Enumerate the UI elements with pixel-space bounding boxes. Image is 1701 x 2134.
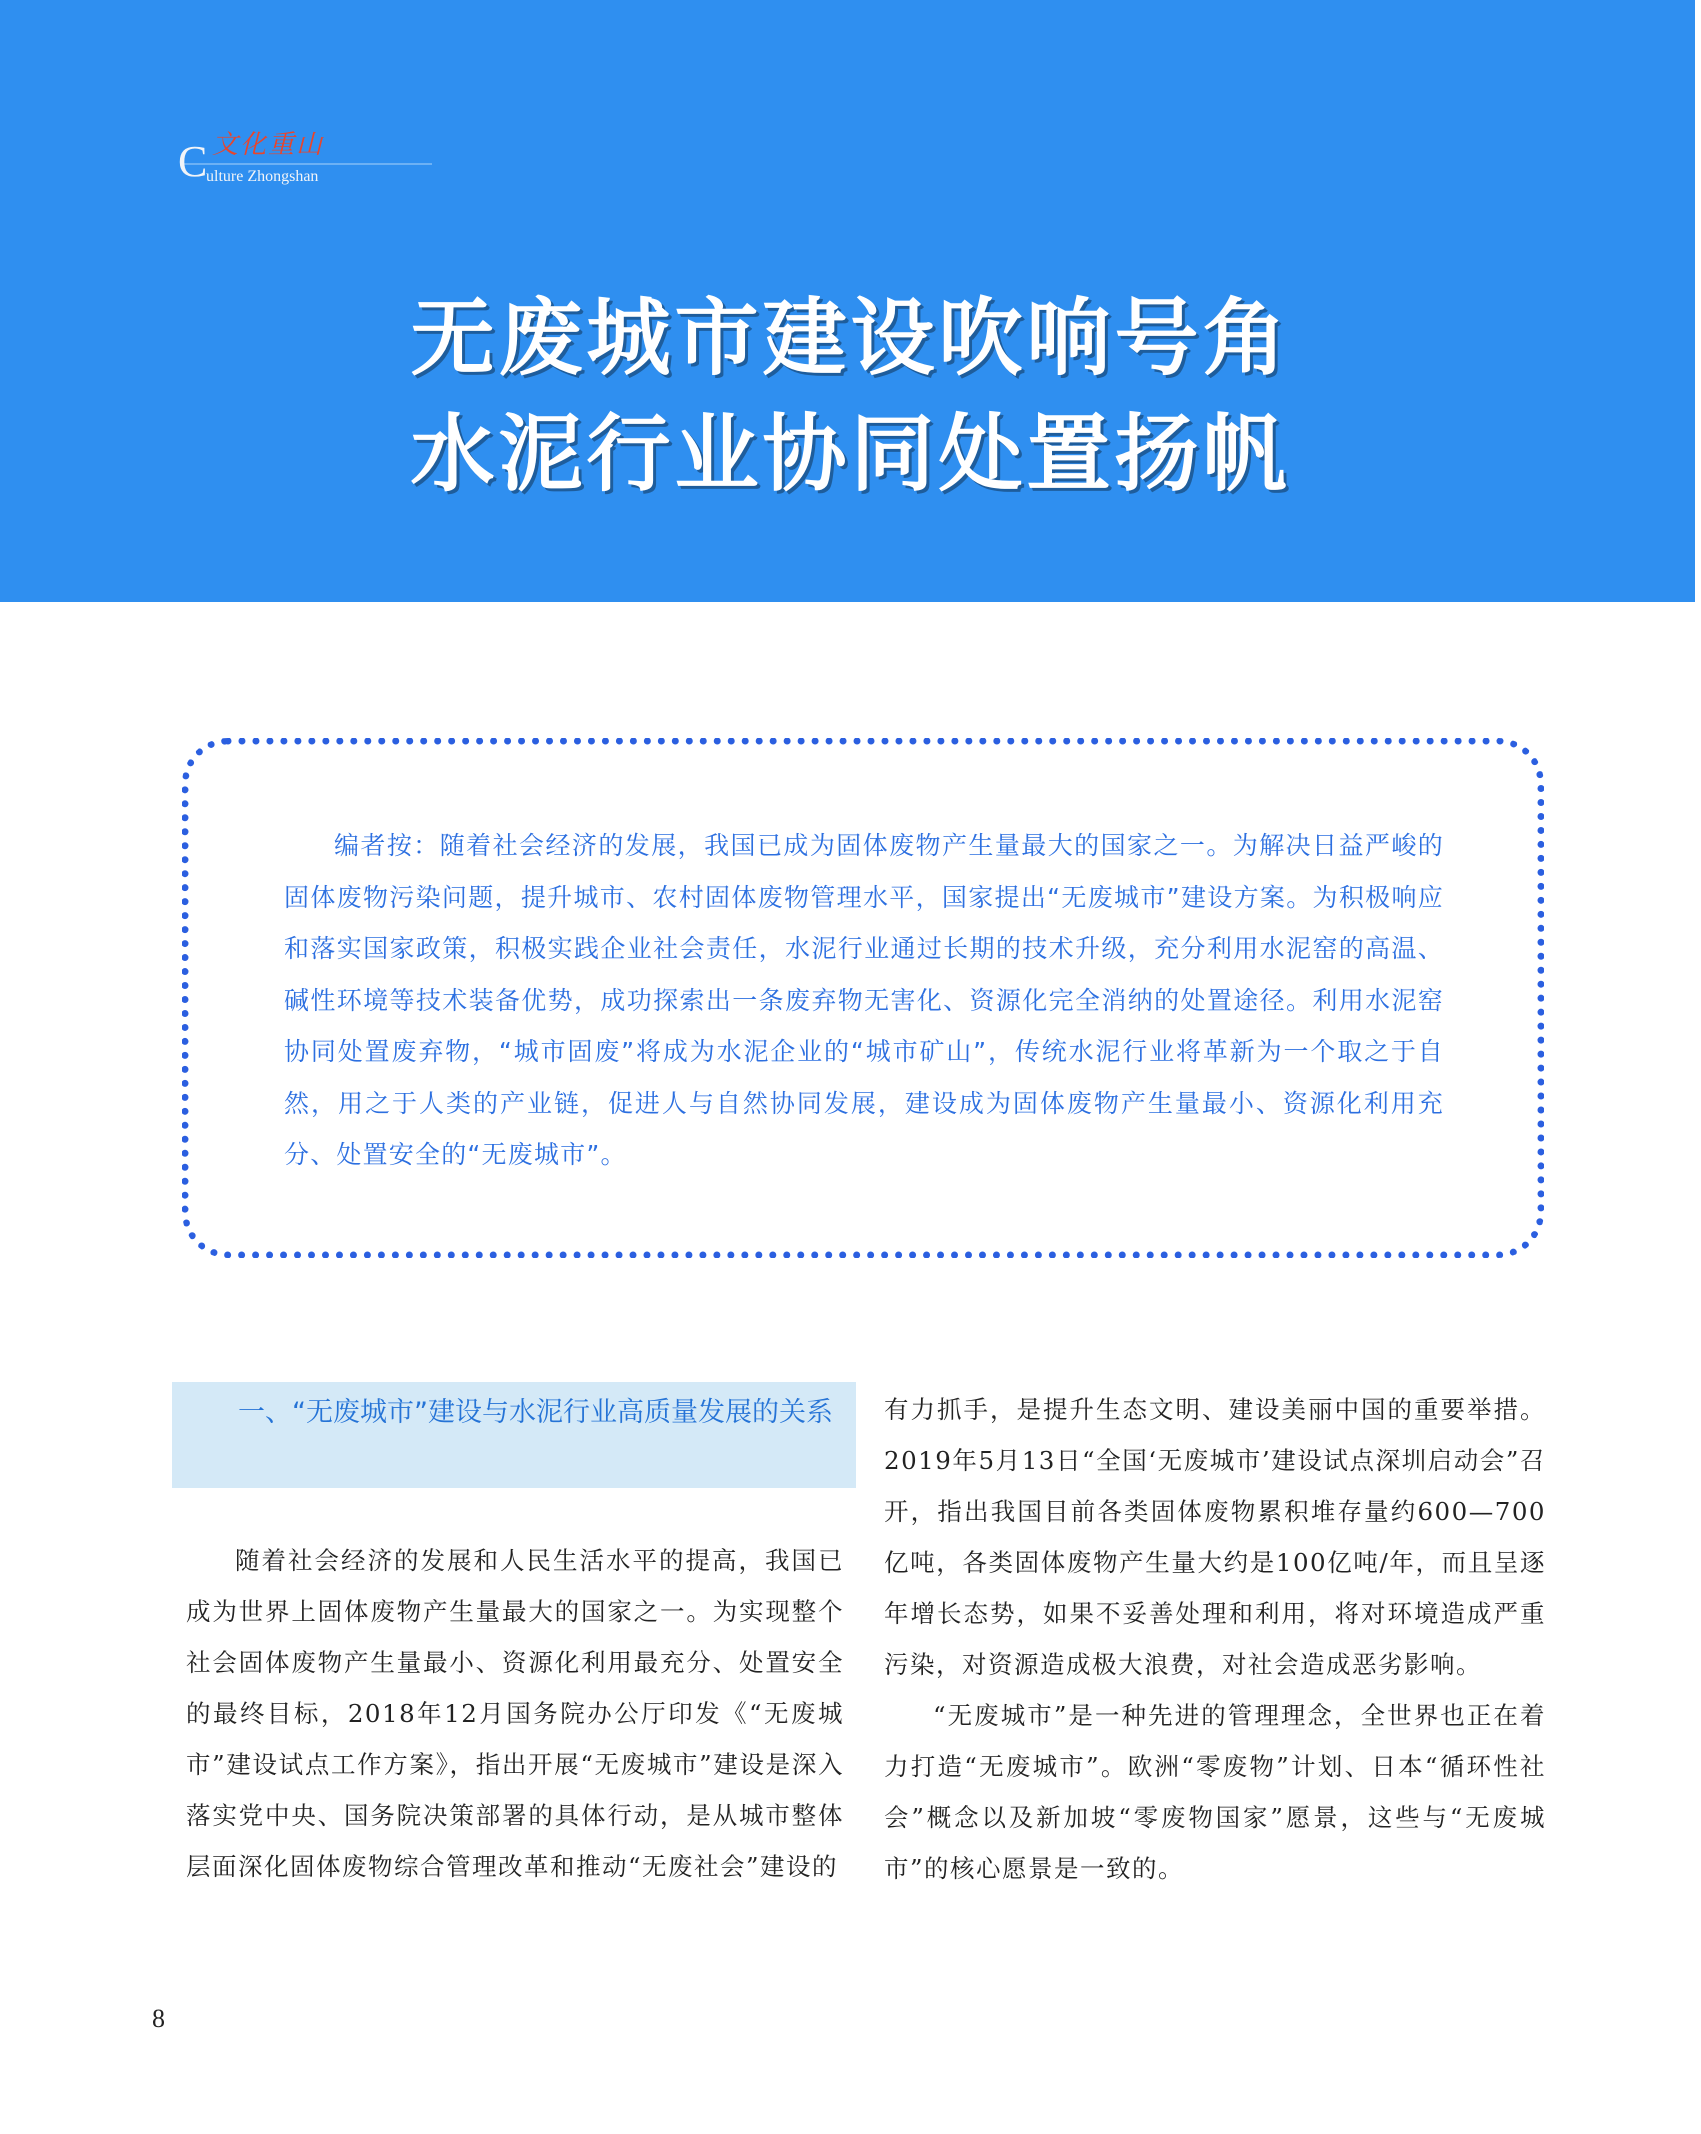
section-heading: 一、“无废城市”建设与水泥行业高质量发展的关系	[238, 1397, 833, 1428]
logo-english-text: ulture Zhongshan	[206, 168, 319, 185]
section-heading-box	[172, 1382, 856, 1488]
paragraph: 随着社会经济的发展和人民生活水平的提高，我国已成为世界上固体废物产生量最大的国家之一。为实现整个社会固体废物产生量最小、资源化利用最充分、处置安全的最终目标，2018年12月国务院办公厅印发《“无废城市”建设试点工作方案》，指出开展“无废城市”建设是深入落实党中央、国务院决策部署的具体行动，是从城市整体层面深化固体废物综合管理改革和推动“无废社会”建设的	[186, 1546, 844, 1881]
editor-note-text: 编者按：随着社会经济的发展，我国已成为固体废物产生量最大的国家之一。为解决日益严峻的固体废物污染问题，提升城市、农村固体废物管理水平，国家提出“无废城市”建设方案。为积极响应和落实国家政策，积极实践企业社会责任，水泥行业通过长期的技术升级，充分利用水泥窑的高温、碱性环境等技术装备优势，成功探索出一条废弃物无害化、资源化完全消纳的处置途径。利用水泥窑协同处置废弃物，“城市固废”将成为水泥企业的“城市矿山”，传统水泥行业将革新为一个取之于自然，用之于人类的产业链，促进人与自然协同发展，建设成为固体废物产生量最小、资源化利用充分、处置安全的“无废城市”。	[284, 831, 1444, 1169]
logo-chinese-text: 文化重山	[212, 130, 325, 160]
title-line-1: 无废城市建设吹响号角	[410, 288, 1291, 387]
article-title	[0, 280, 1701, 512]
logo-rule	[182, 163, 432, 165]
page-number: 8	[152, 2004, 165, 2033]
title-line-2: 水泥行业协同处置扬帆	[410, 404, 1291, 503]
logo-initial: C	[178, 137, 208, 186]
magazine-logo	[178, 118, 438, 190]
paragraph: 有力抓手，是提升生态文明、建设美丽中国的重要举措。2019年5月13日“全国‘无废城市’建设试点深圳启动会”召开，指出我国目前各类固体废物累积堆存量约600—700亿吨，各类固体废物产生量大约是100亿吨/年，而且呈逐年增长态势，如果不妥善处理和利用，将对环境造成严重污染，对资源造成极大浪费，对社会造成恶劣影响。	[884, 1395, 1546, 1679]
body-column-left	[186, 1535, 844, 1892]
paragraph: “无废城市”是一种先进的管理理念，全世界也正在着力打造“无废城市”。欧洲“零废物”计划、日本“循环性社会”概念以及新加坡“零废物国家”愿景，这些与“无废城市”的核心愿景是一致的。	[884, 1701, 1546, 1883]
body-column-right	[884, 1384, 1546, 1894]
